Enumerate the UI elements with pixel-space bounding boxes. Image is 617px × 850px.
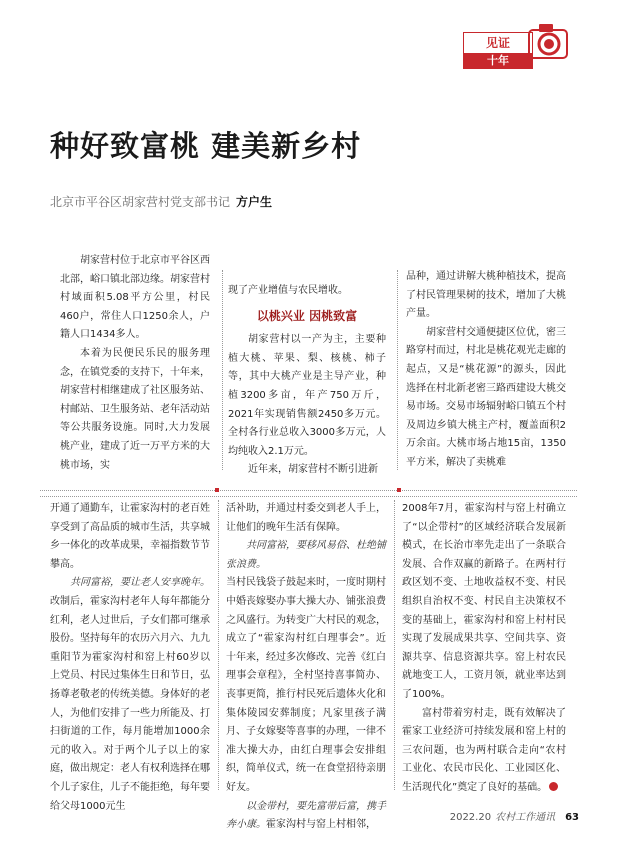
paragraph: 当村民钱袋子鼓起来时，一度时期村中婚丧嫁娶办事大操大办、铺张浪费之风盛行。为转变广大村民的观念，成立了“霍家沟村红白理事会”。近十年来，经过多次修改、完善《红白理事会章程》，全村坚持喜事简办、丧事更简，推行村民死后遗体火化和集体陵园安葬制度；凡家里孩子满月、子女嫁娶等喜事的办理，一律不准大操大办，由红白理事会安排组织，简单仪式，统一在食堂招待亲朋好友。 bbox=[226, 577, 386, 793]
paragraph: 胡家营村位于北京市平谷区西北部，峪口镇北部边缘。胡家营村村域面积5.08平方公里，村民460户，常住人口1250余人，户籍人口1434多人。 bbox=[60, 255, 210, 341]
lead-sentence: 以金带村，要先富带后富，携手奔小康。 bbox=[226, 800, 386, 831]
article-title: 种好致富桃 建美新乡村 bbox=[50, 129, 362, 163]
paragraph: 胡家营村交通便捷区位优，密三路穿村而过，村北是桃花观光走廊的起点，又是“桃花源”的源头，因此选择在村北新老密三路西建设大桃交易市场。交易市场辐射峪口镇五个村及周边乡镇大桃主产村，覆盖面积2万余亩。大桃市场占地15亩，1350平方米，解决了卖桃难 bbox=[406, 326, 566, 468]
column-divider bbox=[222, 270, 223, 470]
paragraph bbox=[226, 537, 386, 574]
issue-number: 2022.20 bbox=[449, 812, 492, 823]
lead-sentence: 共同富裕，要移风易俗、杜绝铺张浪费。 bbox=[226, 540, 386, 570]
paragraph: 胡家营村以一产为主，主要种植大桃、苹果、梨、核桃、柿子等，其中大桃产业是主导产业，种植3200多亩，年产750万斤，2021年实现销售额2450多万元。全村各行业总收入3000多万元，人均纯收入2.1万元。 bbox=[228, 334, 386, 457]
paragraph: 现了产业增值与农民增收。 bbox=[228, 285, 348, 296]
section-divider bbox=[40, 496, 577, 497]
paragraph bbox=[402, 705, 566, 798]
byline bbox=[50, 193, 272, 210]
lead-sentence: 共同富裕，要让老人安享晚年。 bbox=[70, 577, 210, 589]
column-upper-3 bbox=[406, 268, 566, 473]
section-badge bbox=[463, 14, 571, 70]
paragraph: 活补助，并通过村委交到老人手上，让他们的晚年生活有保障。 bbox=[226, 503, 386, 533]
badge-bottom-label: 十年 bbox=[463, 53, 533, 69]
author-name: 方户生 bbox=[236, 195, 273, 209]
paragraph: 品种，通过讲解大桃种植技术，提高了村民管理果树的技术，增加了大桃产量。 bbox=[406, 271, 566, 320]
paragraph: 近年来，胡家营村不断引进新 bbox=[248, 464, 378, 476]
page-number: 63 bbox=[565, 812, 579, 823]
divider-marker bbox=[215, 488, 219, 492]
column-lower-3 bbox=[402, 500, 566, 798]
inline-text: 霍家沟村与窑上村相邻， bbox=[266, 819, 376, 831]
camera-icon bbox=[527, 20, 571, 62]
paragraph: 2008年7月，霍家沟村与窑上村确立了“以企带村”的区域经济联合发展新模式，在长治市率先走出了一条联合发展、合作双赢的新路子。在两村行政区划不变、土地收益权不变、村民组织自治权不变、村民自主决策权不变的基础上，霍家沟村和窑上村村民实现了发展成果共享、空间共享、资源共享、信息资源共享。窑上村农民就地变工人，工资月领，就业率达到了100%。 bbox=[402, 503, 566, 700]
section-divider bbox=[40, 490, 577, 491]
author-role: 北京市平谷区胡家营村党支部书记 bbox=[50, 195, 231, 209]
column-divider bbox=[218, 500, 219, 790]
end-mark-icon bbox=[549, 782, 558, 791]
column-upper-2 bbox=[228, 282, 386, 480]
inline-text: 富村带着穷村走，既有效解决了霍家工业经济可持续发展和窑上村的三农问题，也为两村联合走向“农村工业化、农民市民化、工业园区化、生活现代化”奠定了良好的基础。 bbox=[402, 707, 566, 793]
magazine-name: 农村工作通讯 bbox=[495, 812, 556, 823]
column-upper-1 bbox=[60, 252, 210, 475]
page-footer bbox=[450, 808, 579, 823]
paragraph bbox=[50, 574, 210, 593]
paragraph bbox=[226, 798, 386, 835]
paragraph: 本着为民便民乐民的服务理念，在镇党委的支持下，十年来，胡家营村相继建成了社区服务站、村邮站、卫生服务站、老年活动站等公共服务设施。同时,大力发展桃产业，建成了近一万平方米的大桃市场，实 bbox=[60, 347, 210, 471]
column-lower-2 bbox=[226, 500, 386, 835]
column-divider bbox=[397, 270, 398, 470]
column-lower-1 bbox=[50, 500, 210, 816]
badge-top-label: 见证 bbox=[463, 32, 533, 54]
column-divider bbox=[394, 500, 395, 790]
paragraph: 开通了通勤车，让霍家沟村的老百姓享受到了高品质的城市生活，共享城乡一体化的改革成果，幸福指数节节攀高。 bbox=[50, 503, 210, 570]
divider-marker bbox=[397, 488, 401, 492]
section-subheading: 以桃兴业 因桃致富 bbox=[256, 308, 358, 323]
paragraph: 改制后，霍家沟村老年人每年都能分红利，老人过世后，子女们都可继承股份。坚持每年的农历六月六、九九重阳节为霍家沟村和窑上村60岁以上党员、村民过集体生日和节日，弘扬尊老敬老的传统美德。身体好的老人，为他们安排了一些力所能及、打扫街道的工作，每月能增加1000余元的收入。对于两个儿子以上的家庭，做出规定：老人有权利选择在哪个儿子家住，儿子不能拒绝，每年要给父母1000元生 bbox=[50, 595, 210, 812]
